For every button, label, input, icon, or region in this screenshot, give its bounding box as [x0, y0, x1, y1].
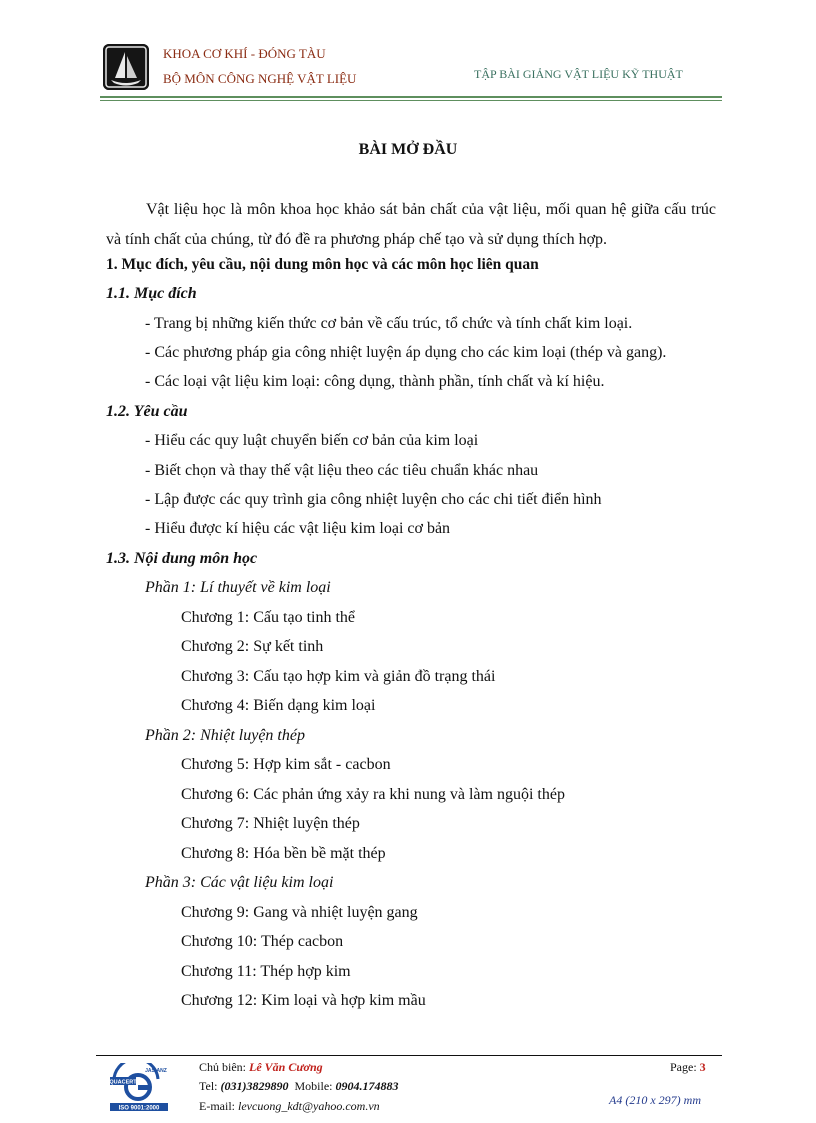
editor-line [199, 1060, 323, 1075]
editor-name: Lê Văn Cương [249, 1060, 323, 1074]
subsection-heading-purpose: 1.1. Mục đích [106, 285, 197, 302]
faculty-logo [103, 44, 149, 90]
quacert-text: QUACERT [109, 1079, 137, 1086]
chapter-item: Chương 3: Cấu tạo hợp kim và giản đồ trạng thái [181, 668, 496, 685]
jas-anz-text: JAS-ANZ [145, 1068, 167, 1074]
chapter-item: Chương 9: Gang và nhiệt luyện gang [181, 904, 418, 921]
page-title: BÀI MỞ ĐẦU [358, 141, 458, 158]
list-item: - Trang bị những kiến thức cơ bản về cấu trúc, tổ chức và tính chất kim loại. [145, 315, 633, 332]
chapter-item: Chương 8: Hóa bền bề mặt thép [181, 845, 386, 862]
footer-rule [96, 1055, 722, 1056]
intro-paragraph: Vật liệu học là môn khoa học khảo sát bản chất của vật liệu, mối quan hệ giữa cấu trúc và tính chất của chúng, từ đó đề ra phương pháp chế tạo và sử dụng thích hợp. [106, 201, 716, 248]
header-rule-thin [100, 100, 722, 101]
quacert-iso-logo [108, 1063, 172, 1113]
list-item: - Hiểu được kí hiệu các vật liệu kim loại cơ bản [145, 520, 451, 537]
header-rule [100, 96, 722, 98]
email-label: E-mail: [199, 1099, 238, 1113]
paper-size: A4 (210 x 297) mm [609, 1093, 701, 1107]
chapter-item: Chương 12: Kim loại và hợp kim mầu [181, 992, 426, 1009]
mobile-label: Mobile: [288, 1079, 336, 1093]
tel-label: Tel: [199, 1079, 221, 1093]
list-item: - Lập được các quy trình gia công nhiệt luyện cho các chi tiết điển hình [145, 491, 602, 508]
email-line [199, 1099, 380, 1114]
contact-line [199, 1079, 399, 1094]
chapter-item: Chương 10: Thép cacbon [181, 933, 344, 950]
list-item: - Các loại vật liệu kim loại: công dụng, thành phần, tính chất và kí hiệu. [145, 373, 605, 390]
email-address: levcuong_kdt@yahoo.com.vn [238, 1099, 380, 1113]
subsection-heading-requirements: 1.2. Yêu cầu [106, 403, 188, 420]
mobile-number: 0904.174883 [335, 1079, 399, 1093]
list-item: - Hiểu các quy luật chuyển biến cơ bản của kim loại [145, 432, 479, 449]
iso-text: ISO 9001:2000 [118, 1105, 160, 1112]
section-heading: 1. Mục đích, yêu cầu, nội dung môn học và các môn học liên quan [106, 256, 539, 273]
list-item: - Các phương pháp gia công nhiệt luyện áp dụng cho các kim loại (thép và gang). [145, 344, 667, 361]
department-name: BỘ MÔN CÔNG NGHỆ VẬT LIỆU [163, 71, 357, 86]
page-indicator [670, 1060, 706, 1075]
chapter-item: Chương 6: Các phản ứng xảy ra khi nung và làm nguội thép [181, 786, 565, 803]
part-heading: Phần 3: Các vật liệu kim loại [145, 874, 334, 891]
tel-number: (031)3829890 [220, 1079, 289, 1093]
chapter-item: Chương 5: Hợp kim sắt - cacbon [181, 756, 391, 773]
chapter-item: Chương 2: Sự kết tinh [181, 638, 324, 655]
chapter-item: Chương 1: Cấu tạo tinh thể [181, 609, 356, 626]
subsection-heading-content: 1.3. Nội dung môn học [106, 550, 258, 567]
chapter-item: Chương 4: Biến dạng kim loại [181, 697, 376, 714]
list-item: - Biết chọn và thay thế vật liệu theo các tiêu chuẩn khác nhau [145, 462, 539, 479]
page-number: 3 [699, 1060, 706, 1074]
part-heading: Phần 1: Lí thuyết về kim loại [145, 579, 331, 596]
part-heading: Phần 2: Nhiệt luyện thép [145, 727, 305, 744]
editor-label: Chủ biên: [199, 1060, 249, 1074]
page-label: Page: [670, 1060, 700, 1074]
chapter-item: Chương 7: Nhiệt luyện thép [181, 815, 360, 832]
chapter-item: Chương 11: Thép hợp kim [181, 963, 351, 980]
faculty-name: KHOA CƠ KHÍ - ĐÓNG TÀU [163, 46, 326, 61]
document-title: TẬP BÀI GIẢNG VẬT LIỆU KỸ THUẬT [474, 67, 683, 81]
